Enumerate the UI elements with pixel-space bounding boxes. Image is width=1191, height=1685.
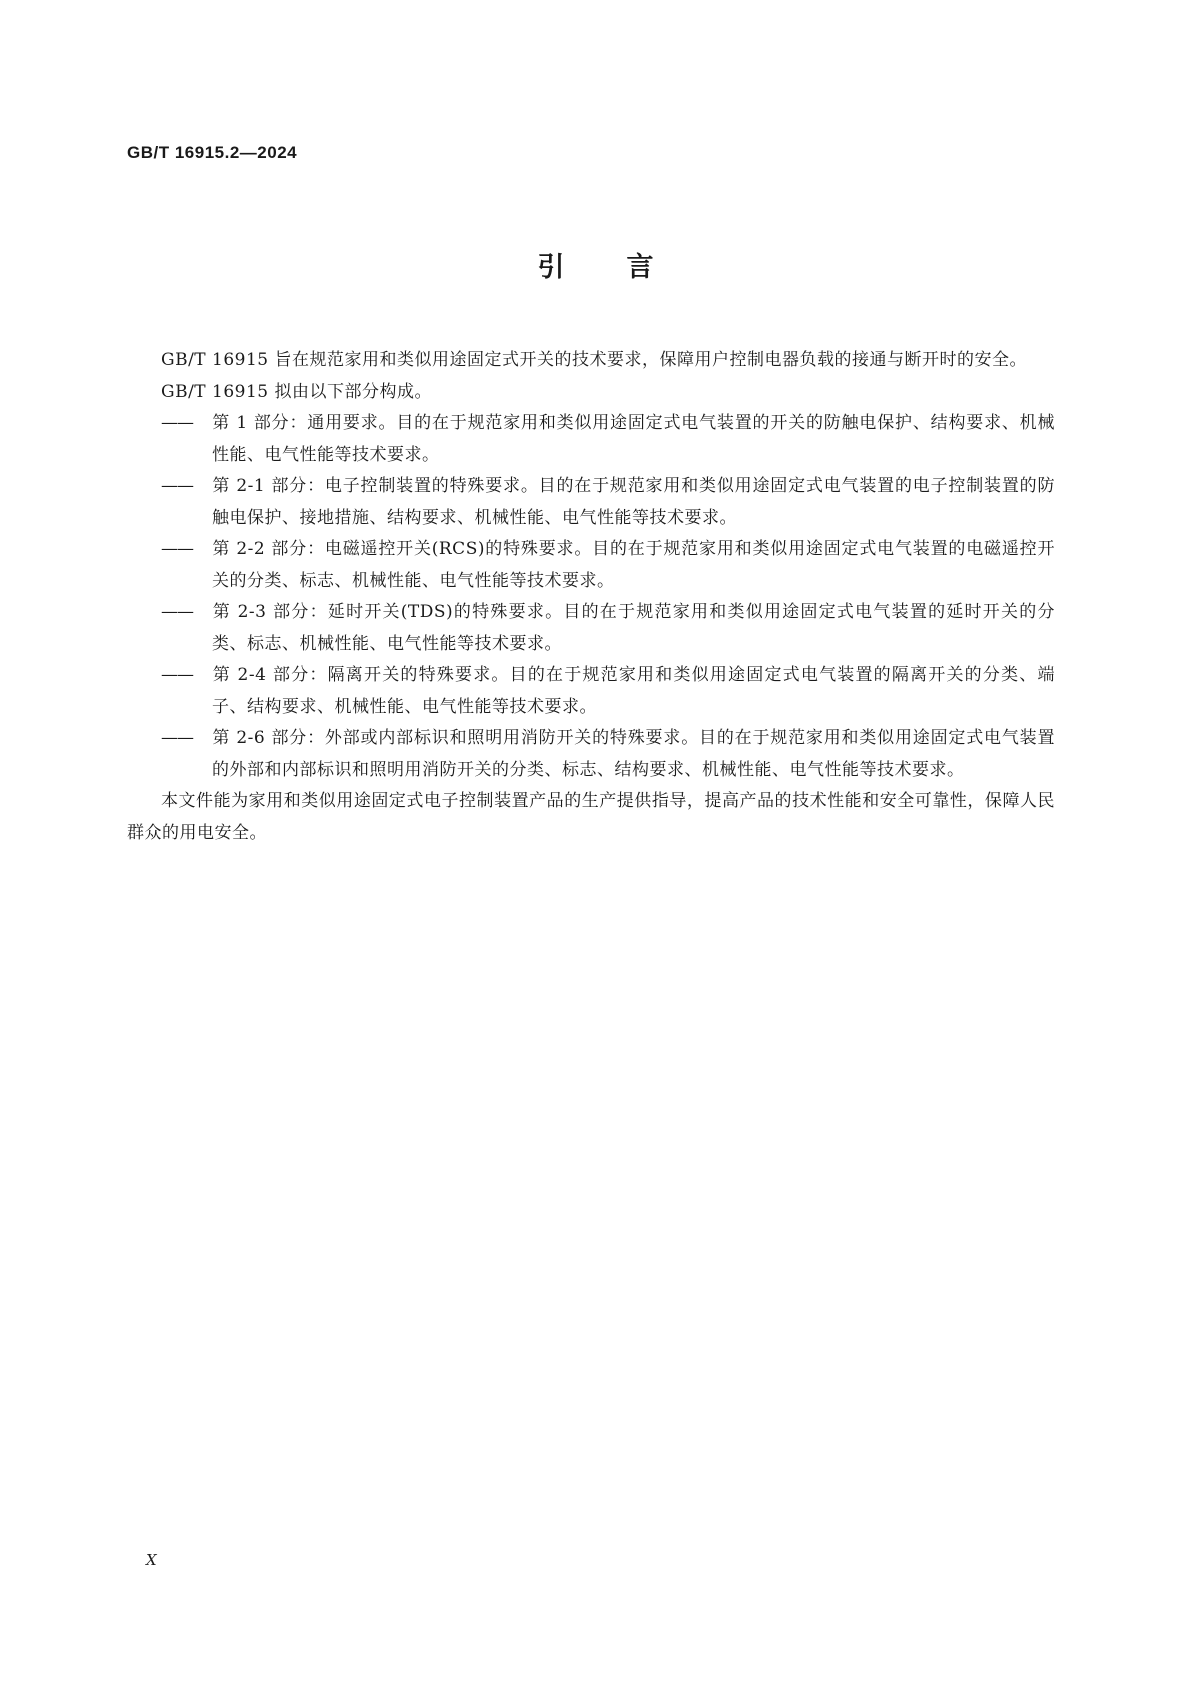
- structure-paragraph: GB/T 16915 拟由以下部分构成。: [161, 381, 433, 402]
- list-item-text: 第 1 部分：通用要求。目的在于规范家用和类似用途固定式电气装置的开关的防触电保护、结构要求、机械性能、电气性能等技术要求。: [212, 413, 1055, 465]
- page-number: X: [146, 1551, 157, 1569]
- list-dash: ——: [161, 728, 193, 748]
- list-item-part-2-1: [127, 471, 1055, 534]
- list-dash: ——: [161, 539, 193, 559]
- section-title: 引言: [537, 252, 716, 283]
- standard-code: GB/T 16915.2—2024: [127, 143, 298, 162]
- list-item-text: 第 2-3 部分：延时开关(TDS)的特殊要求。目的在于规范家用和类似用途固定式电气装置的延时开关的分类、标志、机械性能、电气性能等技术要求。: [212, 602, 1055, 654]
- document-body: [127, 345, 1055, 849]
- list-dash: ——: [161, 602, 193, 622]
- list-item-part-2-2: [127, 534, 1055, 597]
- list-item-part-2-4: [127, 660, 1055, 723]
- list-dash: ——: [161, 413, 193, 433]
- list-dash: ——: [161, 665, 193, 685]
- list-item-part-2-3: [127, 597, 1055, 660]
- list-item-part-1: [127, 408, 1055, 471]
- list-item-part-2-6: [127, 723, 1055, 786]
- list-dash: ——: [161, 476, 193, 496]
- list-item-text: 第 2-2 部分：电磁遥控开关(RCS)的特殊要求。目的在于规范家用和类似用途固定式电气装置的电磁遥控开关的分类、标志、机械性能、电气性能等技术要求。: [212, 539, 1055, 591]
- list-item-text: 第 2-1 部分：电子控制装置的特殊要求。目的在于规范家用和类似用途固定式电气装置的电子控制装置的防触电保护、接地措施、结构要求、机械性能、电气性能等技术要求。: [212, 476, 1055, 528]
- closing-paragraph: 本文件能为家用和类似用途固定式电子控制装置产品的生产提供指导，提高产品的技术性能和安全可靠性，保障人民群众的用电安全。: [127, 791, 1055, 843]
- intro-paragraph: GB/T 16915 旨在规范家用和类似用途固定式开关的技术要求，保障用户控制电器负载的接通与断开时的安全。: [161, 350, 1028, 370]
- list-item-text: 第 2-4 部分：隔离开关的特殊要求。目的在于规范家用和类似用途固定式电气装置的隔离开关的分类、端子、结构要求、机械性能、电气性能等技术要求。: [212, 665, 1055, 717]
- list-item-text: 第 2-6 部分：外部或内部标识和照明用消防开关的特殊要求。目的在于规范家用和类似用途固定式电气装置的外部和内部标识和照明用消防开关的分类、标志、结构要求、机械性能、电气性能等技术要求。: [212, 728, 1055, 780]
